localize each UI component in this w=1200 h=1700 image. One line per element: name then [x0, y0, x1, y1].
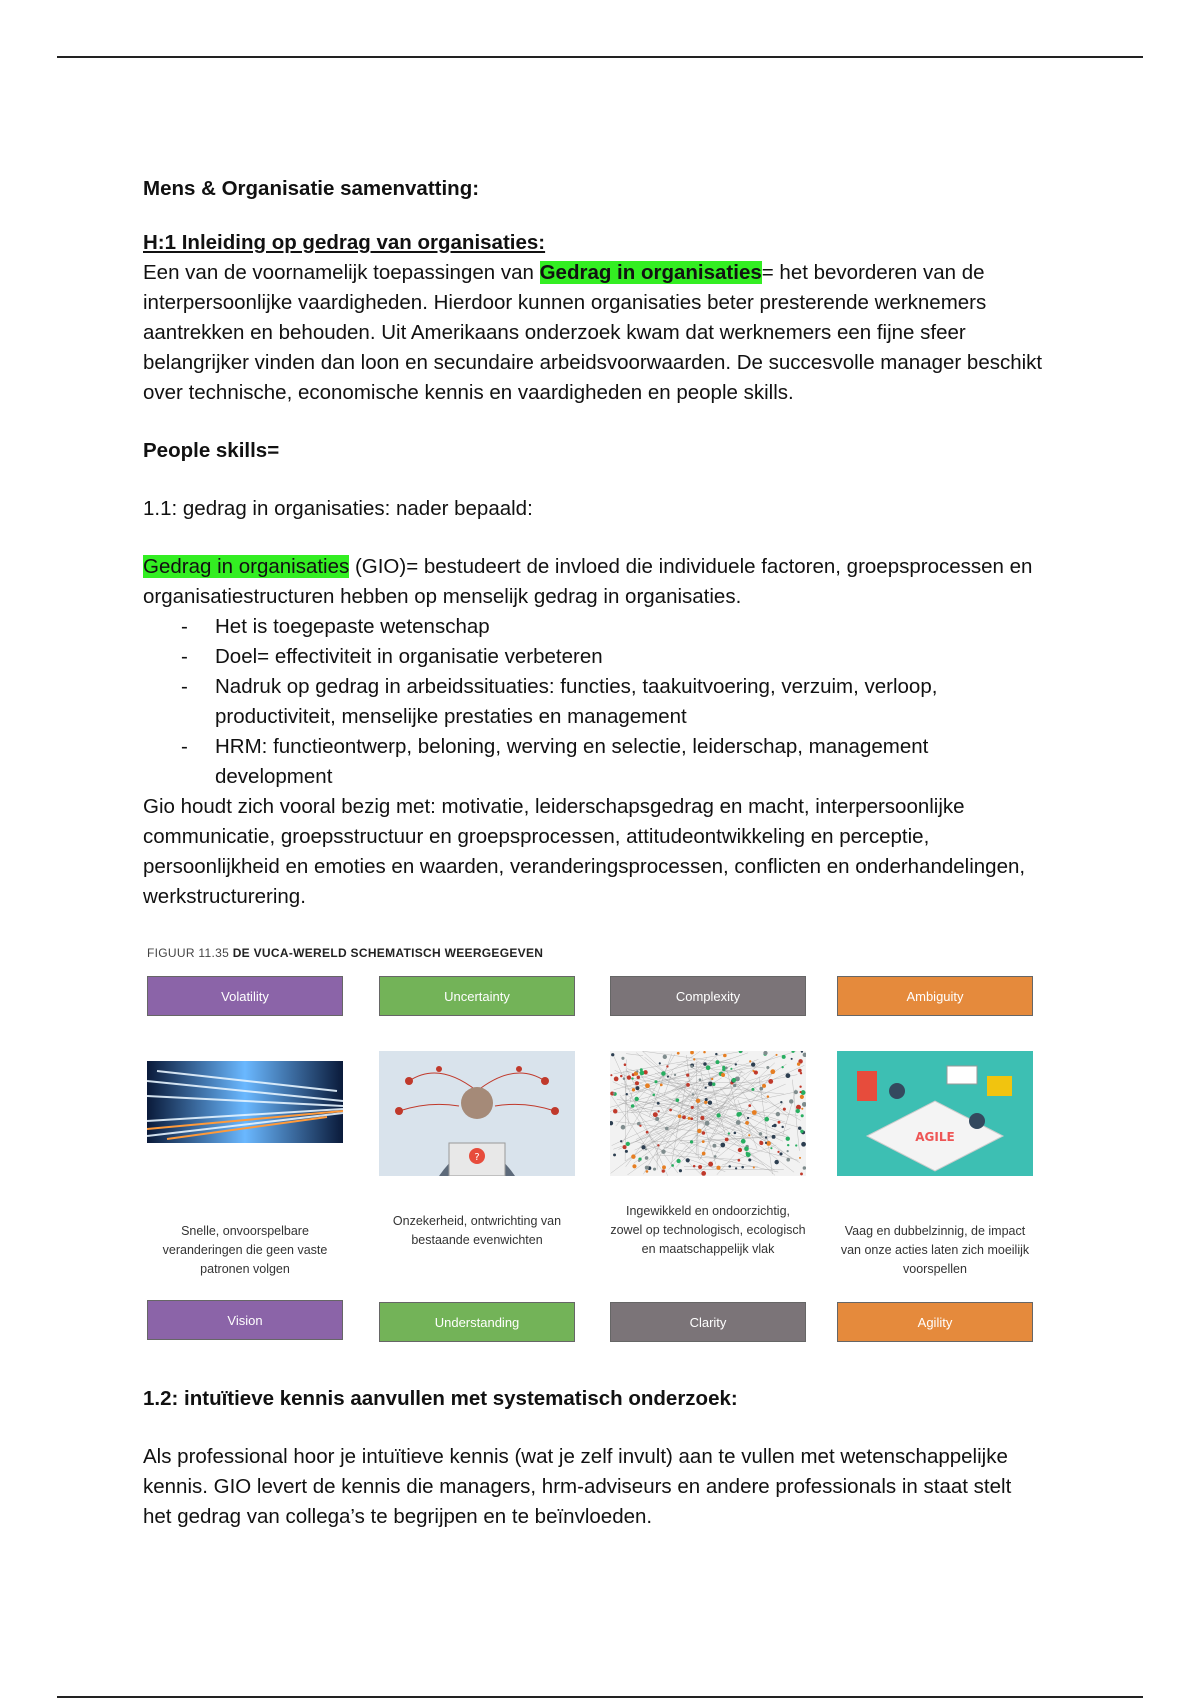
vuca-figure: [143, 946, 1043, 1346]
figure-caption: [147, 946, 543, 960]
label-vision: Vision: [147, 1300, 343, 1340]
highlight-gio-1: Gedrag in organisaties: [539, 261, 762, 284]
figure-number: FIGUUR 11.35: [147, 946, 230, 960]
highlight-gio-2: Gedrag in organisaties: [143, 555, 350, 578]
label-ambiguity: Ambiguity: [837, 976, 1033, 1016]
thinking-man-image: [379, 1051, 575, 1176]
intro-before: Een van de voornamelijk toepassingen van: [143, 261, 540, 284]
label-complexity: Complexity: [610, 976, 806, 1016]
chapter-heading: H:1 Inleiding op gedrag van organisaties:: [143, 231, 546, 254]
agile-illustration-image: [837, 1051, 1033, 1176]
speed-lights-image: [147, 1051, 343, 1176]
label-clarity: Clarity: [610, 1302, 806, 1342]
svg-text:?: ?: [474, 1152, 480, 1163]
footer-rule: [57, 1696, 1143, 1698]
label-uncertainty: Uncertainty: [379, 976, 575, 1016]
gio-definition-text: (GIO)= bestudeert de invloed die individuele factoren, groepsprocessen en organisatiestructuren hebben op menselijk gedrag in organisaties.: [143, 555, 1033, 608]
people-skills-heading: People skills=: [143, 439, 280, 462]
section-1-2: [143, 1384, 1043, 1532]
description-ambiguity: Vaag en dubbelzinnig, de impact van onze acties laten zich moeilijk voorspellen: [840, 1224, 1030, 1276]
section-1-1-heading: 1.1: gedrag in organisaties: nader bepaald:: [143, 497, 533, 520]
label-understanding: Understanding: [379, 1302, 575, 1342]
label-volatility: Volatility: [147, 976, 343, 1016]
list-item: - Doel= effectiviteit in organisatie verbeteren: [215, 642, 1043, 672]
gio-focus-paragraph: Gio houdt zich vooral bezig met: motivatie, leiderschapsgedrag en macht, interpersoonlijke communicatie, groepsstructuur en groepsprocessen, attitudeontwikkeling en perceptie, persoonlijkheid en emoties en waarden, veranderingsprocessen, conflicten en onderhandelingen, werkstructurering.: [143, 795, 1026, 908]
intro-after: = het bevorderen van de interpersoonlijke vaardigheden. Hierdoor kunnen organisaties beter presterende werknemers aantrekken en behouden. Uit Amerikaans onderzoek kwam dat werknemers een fijne sfeer belangrijker vinden dan loon en secundaire arbeidsvoorwaarden. De succesvolle manager beschikt over technische, economische kennis en vaardigheden en people skills.: [143, 261, 1043, 404]
document-title: Mens & Organisatie samenvatting:: [143, 177, 480, 200]
description-volatility: Snelle, onvoorspelbare veranderingen die geen vaste patronen volgen: [162, 1224, 328, 1276]
network-complexity-image: [610, 1051, 806, 1176]
list-item: - Nadruk op gedrag in arbeidssituaties: functies, taakuitvoering, verzuim, verloop, productiviteit, menselijke prestaties en management: [215, 672, 1043, 732]
agile-word: AGILE: [915, 1130, 955, 1144]
header-rule: [57, 56, 1143, 58]
document-body: [143, 170, 1043, 912]
description-uncertainty: Onzekerheid, ontwrichting van bestaande evenwichten: [392, 1214, 562, 1247]
figure-title: DE VUCA-WERELD SCHEMATISCH WEERGEGEVEN: [232, 946, 544, 960]
label-agility: Agility: [837, 1302, 1033, 1342]
gio-bullet-list: [143, 612, 1043, 792]
list-item: - Het is toegepaste wetenschap: [215, 612, 1043, 642]
gio-definition: [143, 552, 1043, 612]
section-1-2-heading: 1.2: intuïtieve kennis aanvullen met systematisch onderzoek:: [143, 1387, 738, 1410]
list-item: - HRM: functieontwerp, beloning, werving en selectie, leiderschap, management development: [215, 732, 1043, 792]
intro-paragraph: [143, 258, 1043, 408]
description-complexity: Ingewikkeld en ondoorzichtig, zowel op technologisch, ecologisch en maatschappelijk vlak: [610, 1204, 806, 1256]
section-1-2-paragraph: Als professional hoor je intuïtieve kennis (wat je zelf invult) aan te vullen met wetenschappelijke kennis. GIO levert de kennis die managers, hrm-adviseurs en andere professionals in staat stelt het gedrag van collega’s te begrijpen en te beïnvloeden.: [143, 1445, 1012, 1528]
